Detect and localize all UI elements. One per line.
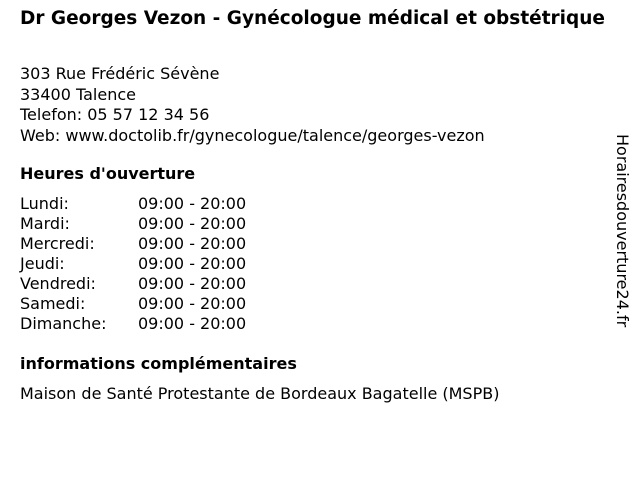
day-label: Lundi: — [20, 194, 69, 213]
time-range: 09:00 - 20:00 — [138, 214, 247, 233]
additional-info-heading: informations complémentaires — [20, 354, 297, 373]
hours-row-saturday — [20, 294, 280, 314]
opening-hours-table — [20, 194, 280, 334]
day-label: Samedi: — [20, 294, 86, 313]
time-range: 09:00 - 20:00 — [138, 254, 247, 273]
day-label: Mardi: — [20, 214, 70, 233]
time-range: 09:00 - 20:00 — [138, 274, 247, 293]
hours-row-friday — [20, 274, 280, 294]
time-range: 09:00 - 20:00 — [138, 234, 247, 253]
day-label: Mercredi: — [20, 234, 95, 253]
site-brand-watermark: Horairesdouverture24.fr — [613, 134, 632, 328]
hours-row-wednesday — [20, 234, 280, 254]
city-postal-code: 33400 Talence — [20, 84, 136, 104]
additional-info-text: Maison de Santé Protestante de Bordeaux Bagatelle (MSPB) — [20, 384, 500, 403]
street-address: 303 Rue Frédéric Sévène — [20, 64, 220, 83]
time-range: 09:00 - 20:00 — [138, 194, 247, 213]
hours-row-tuesday — [20, 214, 280, 234]
phone-number: Telefon: 05 57 12 34 56 — [20, 105, 210, 124]
day-label: Vendredi: — [20, 274, 96, 293]
day-label: Jeudi: — [20, 254, 65, 273]
hours-row-sunday — [20, 314, 280, 334]
time-range: 09:00 - 20:00 — [138, 314, 247, 333]
hours-row-monday — [20, 194, 280, 214]
day-label: Dimanche: — [20, 314, 107, 333]
address-block — [20, 64, 485, 146]
opening-hours-heading: Heures d'ouverture — [20, 164, 196, 183]
time-range: 09:00 - 20:00 — [138, 294, 247, 313]
hours-row-thursday — [20, 254, 280, 274]
website-url: Web: www.doctolib.fr/gynecologue/talence/georges-vezon — [20, 125, 485, 145]
page-title: Dr Georges Vezon - Gynécologue médical et obstétrique — [20, 8, 605, 29]
